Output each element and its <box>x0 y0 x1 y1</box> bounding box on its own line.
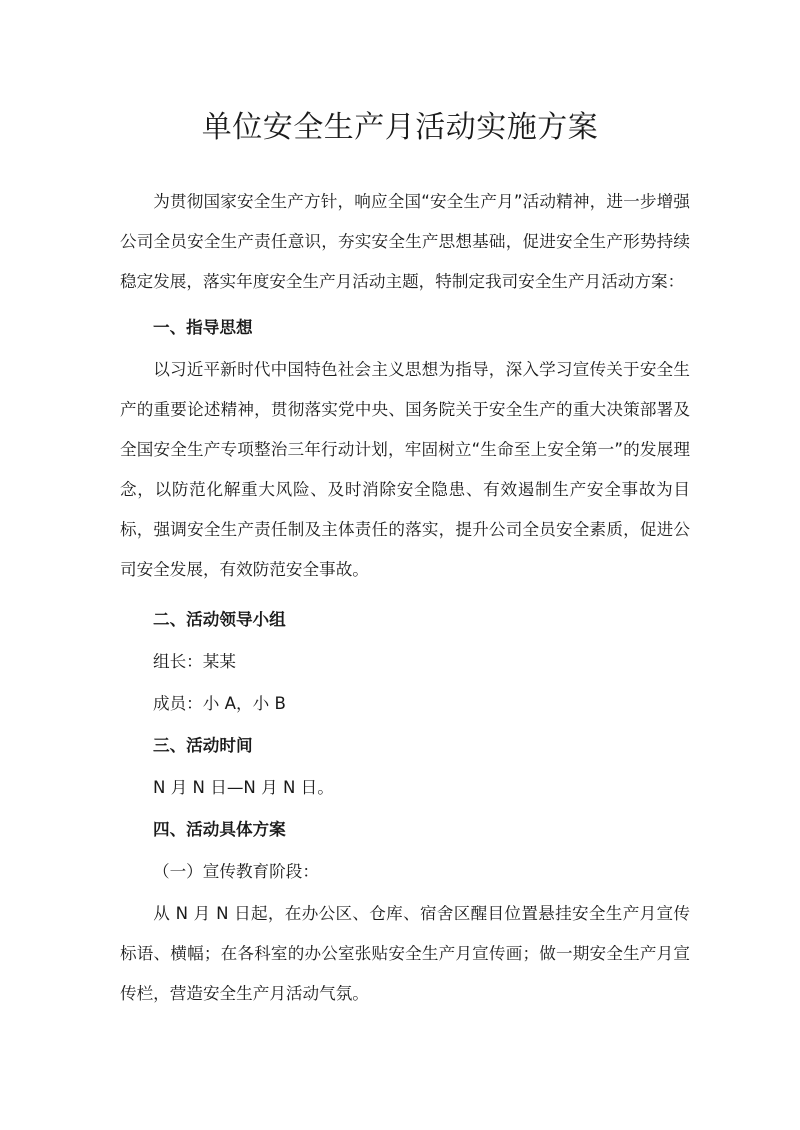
phase1-heading: （一）宣传教育阶段： <box>153 862 319 881</box>
time-text: N 月 N 日—N 月 N 日。 <box>153 778 334 797</box>
intro-paragraph: 为贯彻国家安全生产方针，响应全国“安全生产月”活动精神，进一步增强公司全员安全生产责任意识，夯实安全生产思想基础，促进安全生产形势持续稳定发展，落实年度安全生产月活动主题，特制定我司安全生产月活动方案： <box>120 192 690 291</box>
phase1-paragraph: 从 N 月 N 日起，在办公区、仓库、宿舍区醒目位置悬挂安全生产月宣传标语、横幅；在各科室的办公室张贴安全生产月宣传画；做一期安全生产月宣传栏，营造安全生产月活动气氛。 <box>120 904 690 1003</box>
time-heading: 三、活动时间 <box>153 736 253 755</box>
guiding-heading: 一、指导思想 <box>153 318 253 337</box>
document-title: 单位安全生产月活动实施方案 <box>201 110 599 145</box>
group-leader: 组长：某某 <box>153 652 236 671</box>
plan-heading: 四、活动具体方案 <box>153 820 286 839</box>
guiding-paragraph: 以习近平新时代中国特色社会主义思想为指导，深入学习宣传关于安全生产的重要论述精神，贯彻落实党中央、国务院关于安全生产的重大决策部署及全国安全生产专项整治三年行动计划，牢固树立“生命至上安全第一”的发展理念，以防范化解重大风险、及时消除安全隐患、有效遏制生产安全事故为目标，强调安全生产责任制及主体责任的落实，提升公司全员安全素质，促进公司安全发展，有效防范安全事故。 <box>120 360 690 579</box>
group-heading: 二、活动领导小组 <box>153 610 286 629</box>
group-members: 成员：小 A，小 B <box>153 694 286 713</box>
